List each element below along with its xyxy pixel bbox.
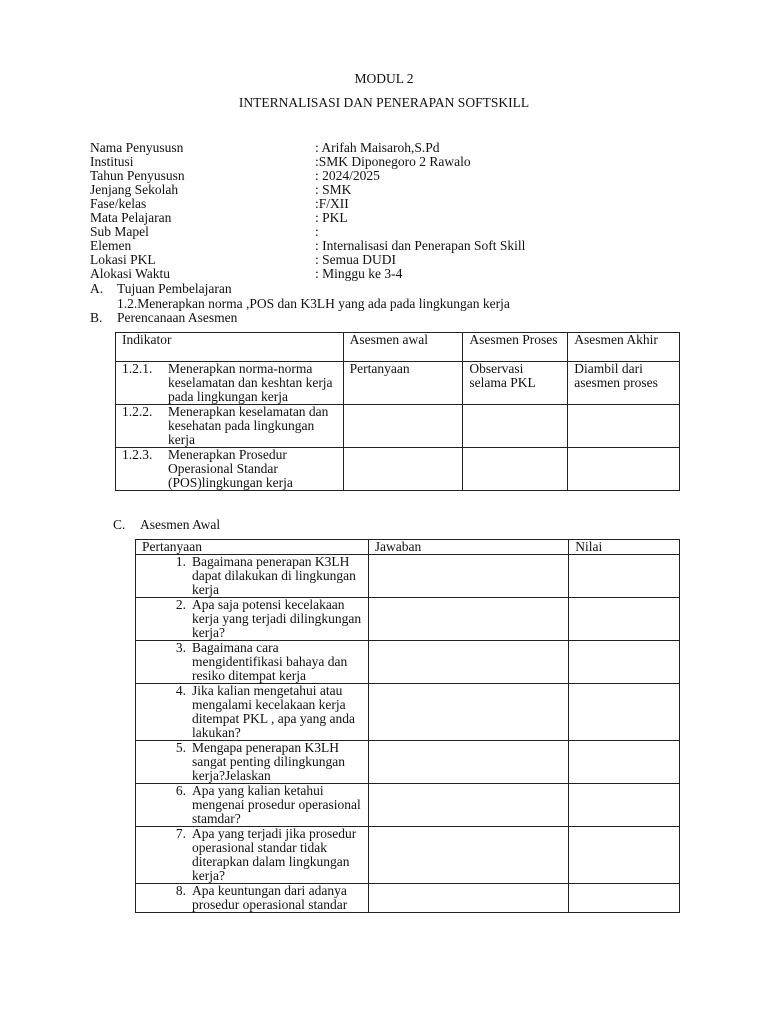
indicator-cell [116, 448, 344, 491]
column-header: Asesmen awal [343, 333, 463, 362]
identity-label: Nama Penyususn [90, 140, 184, 155]
identity-label: Tahun Penyususn [90, 168, 185, 183]
asesmen-proses-cell [463, 448, 568, 491]
table-row [136, 598, 680, 641]
identity-label: Alokasi Waktu [90, 266, 171, 281]
question-text: Bagaimana cara mengidentifikasi bahaya dan resiko ditempat kerja [192, 640, 348, 683]
identity-label: Elemen [90, 238, 132, 253]
column-header: Pertanyaan [136, 540, 369, 555]
column-header: Nilai [569, 540, 680, 555]
score-cell [569, 555, 680, 598]
table-row [136, 555, 680, 598]
identity-value: :F/XII [315, 196, 349, 211]
table-header-row [116, 333, 680, 362]
section-title: Perencanaan Asesmen [117, 310, 238, 325]
question-text: Apa keuntungan dari adanya prosedur operasional standar [192, 883, 348, 912]
asesmen-awal-cell: Pertanyaan [343, 362, 463, 405]
asesmen-akhir-cell: Diambil dari asesmen proses [568, 362, 680, 405]
identity-value: :SMK Diponegoro 2 Rawalo [315, 154, 471, 169]
identity-label: Institusi [90, 154, 134, 169]
identity-label: Sub Mapel [90, 224, 149, 239]
question-cell [136, 784, 369, 827]
score-cell [569, 641, 680, 684]
indicator-text: Menerapkan Prosedur Operasional Standar (POS)lingkungan kerja [168, 447, 293, 490]
question-number: 2. [175, 597, 186, 612]
asesmen-proses-cell [463, 405, 568, 448]
question-text: Mengapa penerapan K3LH sangat penting dilingkungan kerja?Jelaskan [192, 740, 345, 783]
table-row [136, 741, 680, 784]
identity-label: Lokasi PKL [90, 252, 156, 267]
learning-objective: 1.2.Menerapkan norma ,POS dan K3LH yang ada pada lingkungan kerja [117, 296, 510, 311]
score-cell [569, 784, 680, 827]
question-text: Jika kalian mengetahui atau mengalami kecelakaan kerja ditempat PKL , apa yang anda lakukan? [192, 683, 355, 740]
table-row [116, 362, 680, 405]
score-cell [569, 884, 680, 913]
identity-label: Jenjang Sekolah [90, 182, 179, 197]
question-cell [136, 641, 369, 684]
answer-cell [368, 555, 569, 598]
indicator-text: Menerapkan keselamatan dan kesehatan pada lingkungan kerja [168, 404, 329, 447]
indicator-number: 1.2.2. [122, 404, 153, 419]
score-cell [569, 598, 680, 641]
question-number: 1. [175, 554, 186, 569]
section-letter: C. [113, 517, 126, 532]
module-title: INTERNALISASI DAN PENERAPAN SOFTSKILL [238, 95, 530, 110]
answer-cell [368, 884, 569, 913]
table-row [116, 405, 680, 448]
answer-cell [368, 827, 569, 884]
question-number: 4. [175, 683, 186, 698]
table-row [136, 827, 680, 884]
question-cell [136, 598, 369, 641]
question-text: Bagaimana penerapan K3LH dapat dilakukan di lingkungan kerja [192, 554, 356, 597]
column-header: Asesmen Proses [463, 333, 568, 362]
answer-cell [368, 741, 569, 784]
identity-label: Mata Pelajaran [90, 210, 172, 225]
initial-assessment-table [135, 539, 680, 913]
question-text: Apa yang terjadi jika prosedur operasional standar tidak diterapkan dalam lingkungan kerja? [192, 826, 357, 883]
question-cell [136, 884, 369, 913]
question-number: 6. [175, 783, 186, 798]
asesmen-akhir-cell [568, 405, 680, 448]
question-cell [136, 684, 369, 741]
table-row [136, 684, 680, 741]
question-text: Apa saja potensi kecelakaan kerja yang terjadi dilingkungan kerja? [192, 597, 362, 640]
asesmen-awal-cell [343, 448, 463, 491]
section-a-heading [90, 281, 232, 296]
column-header: Jawaban [368, 540, 569, 555]
answer-cell [368, 684, 569, 741]
table-row [136, 784, 680, 827]
question-number: 3. [175, 640, 186, 655]
table-row [136, 641, 680, 684]
asesmen-akhir-cell [568, 448, 680, 491]
identity-label: Fase/kelas [90, 196, 147, 211]
question-number: 8. [175, 883, 186, 898]
identity-value: : 2024/2025 [315, 168, 380, 183]
indicator-number: 1.2.3. [122, 447, 153, 462]
question-text: Apa yang kalian ketahui mengenai prosedur operasional stamdar? [192, 783, 361, 826]
section-title: Asesmen Awal [140, 517, 221, 532]
question-number: 7. [175, 826, 186, 841]
answer-cell [368, 598, 569, 641]
answer-cell [368, 641, 569, 684]
question-cell [136, 827, 369, 884]
identity-value: : SMK [315, 182, 352, 197]
table-row [116, 448, 680, 491]
question-cell [136, 741, 369, 784]
indicator-number: 1.2.1. [122, 361, 153, 376]
score-cell [569, 827, 680, 884]
identity-value: : [315, 224, 319, 239]
identity-value: : Internalisasi dan Penerapan Soft Skill [315, 238, 526, 253]
section-b-heading [90, 310, 237, 325]
question-cell [136, 555, 369, 598]
assessment-plan-table [115, 332, 680, 491]
asesmen-awal-cell [343, 405, 463, 448]
column-header: Asesmen Akhir [568, 333, 680, 362]
section-letter: A. [90, 281, 104, 296]
section-c-heading [113, 517, 220, 532]
column-header: Indikator [116, 333, 344, 362]
identity-value: : PKL [315, 210, 348, 225]
indicator-cell [116, 405, 344, 448]
table-header-row [136, 540, 680, 555]
indicator-text: Menerapkan norma-norma keselamatan dan keshtan kerja pada lingkungan kerja [168, 361, 333, 404]
answer-cell [368, 784, 569, 827]
identity-value: : Minggu ke 3-4 [315, 266, 403, 281]
score-cell [569, 741, 680, 784]
identity-value: : Arifah Maisaroh,S.Pd [315, 140, 440, 155]
section-title: Tujuan Pembelajaran [117, 281, 232, 296]
question-number: 5. [175, 740, 186, 755]
score-cell [569, 684, 680, 741]
asesmen-proses-cell: Observasi selama PKL [463, 362, 568, 405]
table-row [136, 884, 680, 913]
section-letter: B. [90, 310, 103, 325]
identity-value: : Semua DUDI [315, 252, 396, 267]
module-number: MODUL 2 [354, 71, 414, 86]
indicator-cell [116, 362, 344, 405]
